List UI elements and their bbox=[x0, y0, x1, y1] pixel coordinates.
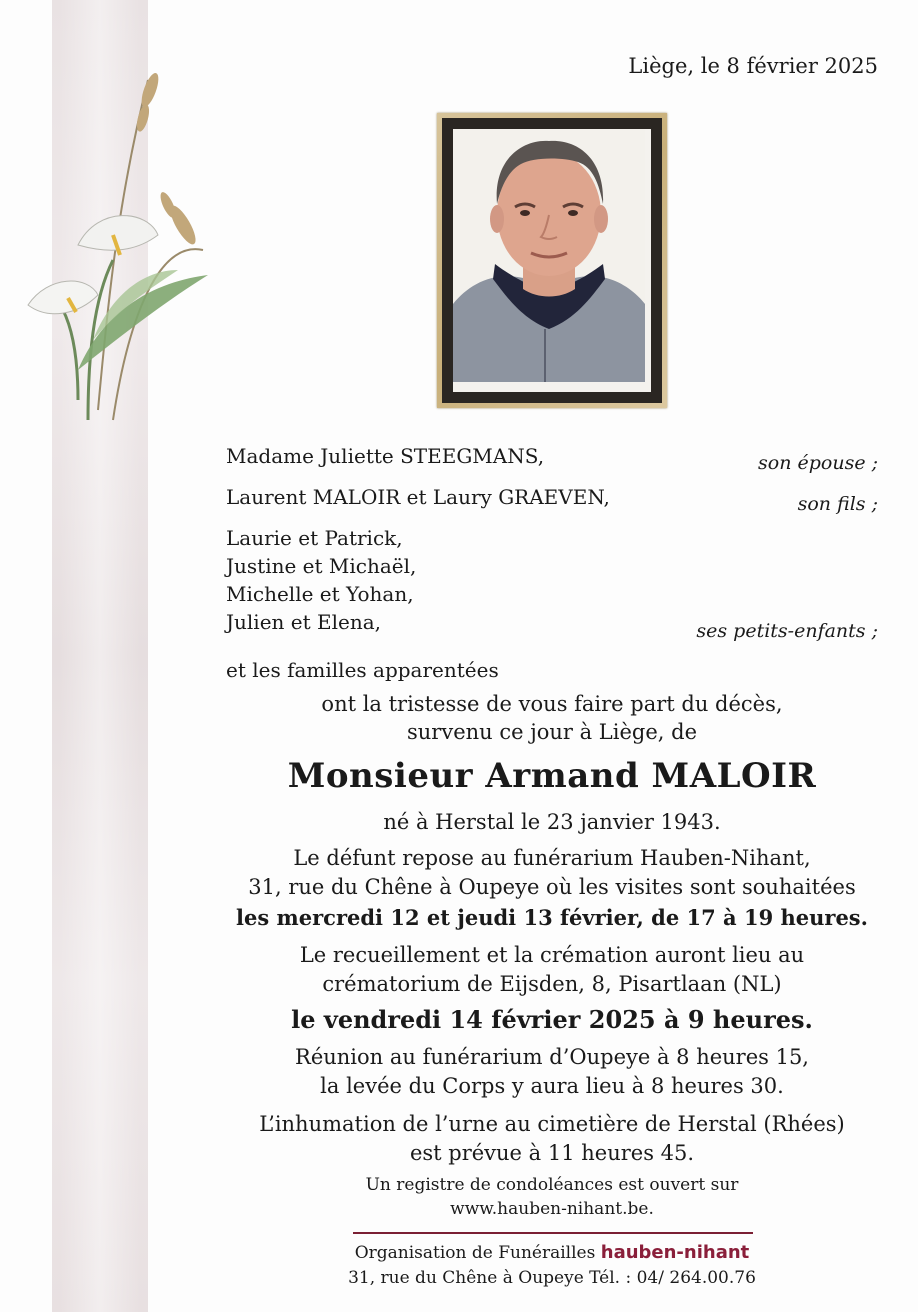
spouse-role: son épouse ; bbox=[758, 452, 878, 474]
ceremony-line-3: le vendredi 14 février 2025 à 9 heures. bbox=[291, 1005, 813, 1034]
spouse-name: Madame Juliette STEEGMANS, bbox=[226, 444, 545, 468]
burial-line-2: est prévue à 11 heures 45. bbox=[409, 1141, 695, 1165]
meeting-line-2: la levée du Corps y aura lieu à 8 heures 30. bbox=[320, 1074, 784, 1098]
grandchildren-role: ses petits-enfants ; bbox=[696, 620, 878, 642]
brand-logo: hauben-nihant bbox=[600, 1242, 750, 1263]
ceremony-line-1: Le recueillement et la crémation auront lieu au bbox=[299, 943, 805, 967]
grandchild-couple: Michelle et Yohan, bbox=[226, 582, 414, 606]
announcement-line-1: ont la tristesse de vous faire part du décès, bbox=[321, 692, 783, 716]
funeral-organizer bbox=[152, 1242, 918, 1263]
portrait-illustration bbox=[453, 129, 645, 382]
relatives-line: et les familles apparentées bbox=[226, 658, 499, 682]
announcement-line-2: survenu ce jour à Liège, de bbox=[407, 720, 697, 744]
visits-line-2: 31, rue du Chêne à Oupeye où les visites sont souhaitées bbox=[248, 875, 856, 899]
visits-line-3: les mercredi 12 et jeudi 13 février, de 17 à 19 heures. bbox=[236, 905, 868, 930]
deceased-name: Monsieur Armand MALOIR bbox=[287, 756, 817, 796]
birth-info: né à Herstal le 23 janvier 1943. bbox=[383, 810, 721, 834]
portrait-frame bbox=[437, 113, 667, 408]
meeting-line-1: Réunion au funérarium d’Oupeye à 8 heures 15, bbox=[295, 1045, 809, 1069]
portrait-photo bbox=[453, 129, 651, 392]
registry-link[interactable]: www.hauben-nihant.be. bbox=[450, 1199, 654, 1219]
visits-line-1: Le défunt repose au funérarium Hauben-Nihant, bbox=[293, 846, 811, 870]
grandchild-couple: Laurie et Patrick, bbox=[226, 526, 403, 550]
calla-lily-wheat-illustration bbox=[18, 40, 218, 440]
burial-line-1: L’inhumation de l’urne au cimetière de Herstal (Rhées) bbox=[259, 1112, 845, 1136]
grandchild-couple: Julien et Elena, bbox=[226, 610, 381, 634]
organizer-label: Organisation de Funérailles bbox=[354, 1243, 596, 1263]
son-name: Laurent MALOIR et Laury GRAEVEN, bbox=[226, 485, 610, 509]
son-role: son fils ; bbox=[797, 493, 878, 515]
organizer-address: 31, rue du Chêne à Oupeye Tél. : 04/ 264.00.76 bbox=[348, 1268, 756, 1288]
ceremony-line-2: crématorium de Eijsden, 8, Pisartlaan (NL) bbox=[322, 972, 782, 996]
footer-divider bbox=[353, 1232, 753, 1234]
registry-line-1: Un registre de condoléances est ouvert sur bbox=[365, 1175, 739, 1195]
grandchildren-list bbox=[226, 524, 416, 636]
place-date: Liège, le 8 février 2025 bbox=[628, 54, 878, 78]
grandchild-couple: Justine et Michaël, bbox=[226, 554, 417, 578]
